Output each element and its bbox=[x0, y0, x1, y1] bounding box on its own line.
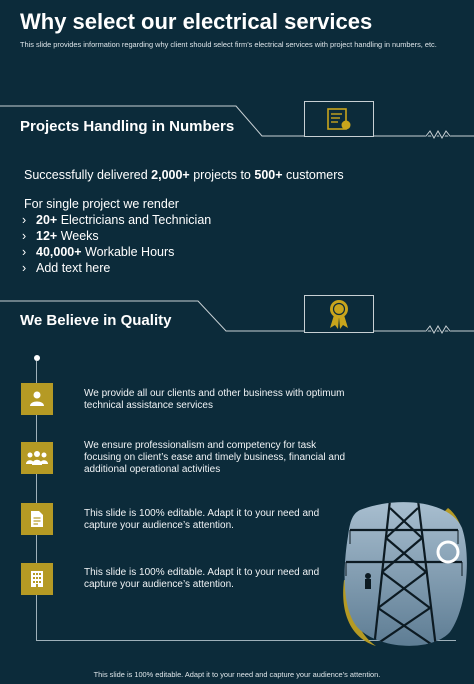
delivered-count: 2,000+ bbox=[151, 168, 190, 182]
delivered-summary bbox=[24, 167, 344, 183]
chevron-right-icon: › bbox=[22, 261, 27, 275]
list-item: › 20+ Electricians and Technician bbox=[22, 213, 212, 227]
quality-icon-box bbox=[304, 295, 374, 333]
chevron-right-icon: › bbox=[22, 229, 27, 243]
projects-icon-box bbox=[304, 101, 374, 137]
chevron-right-icon: › bbox=[22, 245, 27, 259]
timeline-dot bbox=[34, 355, 40, 361]
building-icon bbox=[29, 570, 45, 588]
render-list bbox=[22, 212, 211, 276]
quality-item-text: This slide is 100% editable. Adapt it to your need and capture your audience’s attention. bbox=[84, 508, 320, 531]
chevron-right-icon: › bbox=[22, 213, 27, 227]
user-icon bbox=[28, 390, 46, 408]
quality-item-text: This slide is 100% editable. Adapt it to your need and capture your audience’s attention. bbox=[84, 567, 320, 590]
quality-item-icon bbox=[21, 503, 53, 535]
quality-item-icon bbox=[21, 442, 53, 474]
customers-count: 500+ bbox=[254, 168, 283, 182]
delivered-suffix: customers bbox=[282, 168, 344, 182]
list-item: › 40,000+ Workable Hours bbox=[22, 245, 175, 259]
document-icon bbox=[29, 510, 45, 528]
team-icon bbox=[26, 450, 48, 466]
list-item: › Add text here bbox=[22, 261, 111, 275]
page-title: Why select our electrical services bbox=[20, 9, 373, 34]
quality-item-icon bbox=[21, 563, 53, 595]
footer-text: This slide is 100% editable. Adapt it to your need and capture your audience’s attention. bbox=[93, 670, 381, 679]
certificate-icon bbox=[326, 107, 352, 131]
projects-section-title: Projects Handling in Numbers bbox=[20, 118, 235, 135]
quality-item-text: We provide all our clients and other business with optimum technical assistance services bbox=[84, 388, 345, 411]
award-ribbon-icon bbox=[326, 299, 352, 329]
quality-section-title: We Believe in Quality bbox=[20, 312, 172, 329]
quality-item-text: We ensure professionalism and competency for task focusing on client’s ease and timely business, financial and additional operational activities bbox=[84, 440, 346, 475]
page-subtitle: This slide provides information regarding why client should select firm’s electrical services with project handling in numbers, etc. bbox=[20, 40, 437, 49]
render-intro: For single project we render bbox=[24, 197, 179, 211]
delivered-prefix: Successfully delivered bbox=[24, 168, 152, 182]
list-item: › 12+ Weeks bbox=[22, 229, 99, 243]
delivered-middle: projects to bbox=[189, 168, 255, 182]
transmission-tower-photo bbox=[340, 500, 468, 648]
quality-item-icon bbox=[21, 383, 53, 415]
